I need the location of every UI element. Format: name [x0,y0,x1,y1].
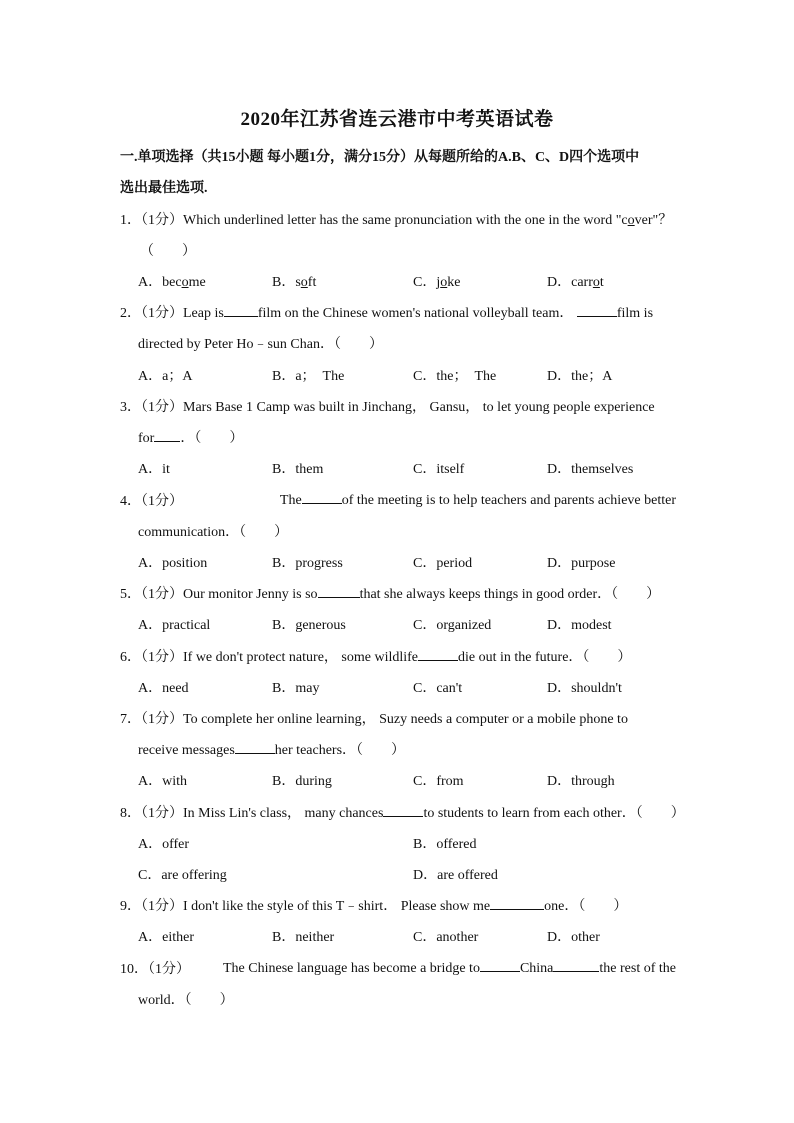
question-6-option-d[interactable]: D．shouldn't [547,681,622,696]
option-text: s [295,275,301,290]
question-3-option-c[interactable]: C．itself [413,462,465,477]
question-text: to students to learn from each other．（ ） [423,806,685,821]
question-1-option-a[interactable] [138,271,206,291]
option-text: t [599,275,604,290]
question-9-option-a[interactable]: A．either [138,930,194,945]
question-text: Leap is [183,306,224,321]
question-number: 5．（1分） [120,587,183,602]
question-2-line1 [120,302,653,322]
question-text: To complete her online learning， Suzy needs a computer or a mobile phone to [183,712,628,727]
option-letter: C． [413,275,437,290]
question-8-option-b[interactable]: B．offered [413,837,477,852]
question-7-line1 [120,708,628,728]
question-text: China [519,961,554,976]
question-text: In Miss Lin's class， many chances [183,806,384,821]
answer-blank [235,740,275,754]
question-number: 8．（1分） [120,806,183,821]
question-7-option-d[interactable]: D．through [547,774,615,789]
question-8-option-a[interactable]: A．offer [138,837,190,852]
question-text: The [279,493,302,508]
option-letter: D． [547,275,572,290]
answer-blank [577,303,617,317]
question-text: film on the Chinese women's national volleyball team． [257,306,574,321]
option-text: carr [571,275,593,290]
question-7-option-c[interactable]: C．from [413,774,464,789]
question-3-line1 [120,396,655,416]
answer-blank [490,896,544,910]
underlined-letter: o [300,275,308,290]
question-number: 2．（1分） [120,306,183,321]
question-4-line1 [120,490,676,510]
question-7-option-b[interactable]: B．during [272,774,332,789]
page-title: 2020年江苏省连云港市中考英语试卷 [240,109,554,130]
question-8-option-d[interactable]: D．are offered [413,868,498,883]
question-number: 6．（1分） [120,650,183,665]
question-8-option-c[interactable]: C．are offering [138,868,227,883]
question-text: film is [616,306,654,321]
question-6-option-c[interactable]: C．can't [413,681,463,696]
question-3-line2 [138,427,243,447]
question-text: I don't like the style of this T﹣shirt． Please show me [183,899,491,914]
question-text: one．（ ） [544,899,628,914]
answer-blank [418,647,458,661]
question-text-end: ver"？ [634,213,673,228]
underlined-letter: o [440,275,448,290]
question-text: ．（ ） [180,431,244,446]
question-5-option-b[interactable]: B．generous [272,618,346,633]
question-5-option-a[interactable]: A．practical [138,618,211,633]
question-6-option-a[interactable]: A．need [138,681,189,696]
question-5-option-d[interactable]: D．modest [547,618,612,633]
question-text: for [138,431,155,446]
question-6-option-b[interactable]: B．may [272,681,320,696]
question-2-line2: directed by Peter Ho﹣sun Chan．（ ） [138,337,383,352]
underlined-letter: o [181,275,189,290]
question-2-option-b[interactable]: B．a； The [272,369,345,384]
answer-blank [318,584,360,598]
question-number: 9．（1分） [120,899,183,914]
question-9-line1 [120,895,627,915]
question-4-option-c[interactable]: C．period [413,556,473,571]
question-4-option-a[interactable]: A．position [138,556,208,571]
answer-blank [302,490,342,504]
answer-blank [480,958,520,972]
question-5-option-c[interactable]: C．organized [413,618,492,633]
question-text: Our monitor Jenny is so [183,587,318,602]
underlined-letter: o [592,275,600,290]
question-number: 10．（1分） [120,962,190,977]
question-10-line2: world．（ ） [138,993,234,1008]
question-3-option-b[interactable]: B．them [272,462,324,477]
question-9-option-d[interactable]: D．other [547,930,600,945]
option-letter: B． [272,275,296,290]
question-9-option-b[interactable]: B．neither [272,930,335,945]
question-7-option-a[interactable]: A．with [138,774,187,789]
question-text: her teachers．（ ） [274,743,406,758]
question-10-line1 [120,958,676,978]
question-8-line1 [120,802,685,822]
question-text: that she always keeps things in good order．（ ） [359,587,661,602]
answer-blank [154,428,180,442]
question-text: the rest of the [599,961,676,976]
question-9-option-c[interactable]: C．another [413,930,479,945]
question-2-option-d[interactable]: D．the；A [547,369,613,384]
question-number: 3．（1分） [120,400,183,415]
question-1-option-d[interactable] [547,271,604,291]
question-4-option-d[interactable]: D．purpose [547,556,616,571]
option-text: me [188,275,206,290]
option-text: bec [162,275,182,290]
answer-blank [224,303,258,317]
question-number: 1．（1分） [120,213,183,228]
option-letter: A． [138,275,163,290]
question-text: If we don't protect nature， some wildlife [183,650,419,665]
section-instructions-line1: 一.单项选择（共15小题 每小题1分，满分15分）从每题所给的A.B、C、D四个选项中 [120,150,640,165]
question-text: die out in the future．（ ） [458,650,632,665]
question-5-line1 [120,583,660,603]
question-3-option-a[interactable]: A．it [138,462,170,477]
question-1-line2: （ ） [140,244,196,259]
underlined-letter: o [627,213,635,228]
option-text: j [436,275,441,290]
question-number: 4．（1分） [120,494,183,509]
option-text: ke [447,275,461,290]
question-1-option-c[interactable] [413,271,460,291]
question-number: 7．（1分） [120,712,183,727]
question-1-line1 [120,209,672,229]
question-3-option-d[interactable]: D．themselves [547,462,634,477]
question-7-line2 [138,739,405,759]
question-4-option-b[interactable]: B．progress [272,556,343,571]
answer-blank [383,803,423,817]
question-text: Which underlined letter has the same pronunciation with the one in the word "c [183,213,628,228]
question-6-line1 [120,646,631,666]
question-2-option-a[interactable]: A．a；A [138,369,193,384]
option-text: ft [307,275,317,290]
question-4-line2: communication．（ ） [138,525,289,540]
section-instructions-line2: 选出最佳选项. [120,181,208,196]
question-1-option-b[interactable] [272,271,316,291]
question-text: of the meeting is to help teachers and parents achieve better [341,493,676,508]
question-text: Mars Base 1 Camp was built in Jinchang， Gansu， to let young people experience [183,400,655,415]
answer-blank [553,958,599,972]
question-2-option-c[interactable]: C．the； The [413,369,497,384]
question-text: receive messages [138,743,235,758]
question-text: The Chinese language has become a bridge to [222,961,480,976]
